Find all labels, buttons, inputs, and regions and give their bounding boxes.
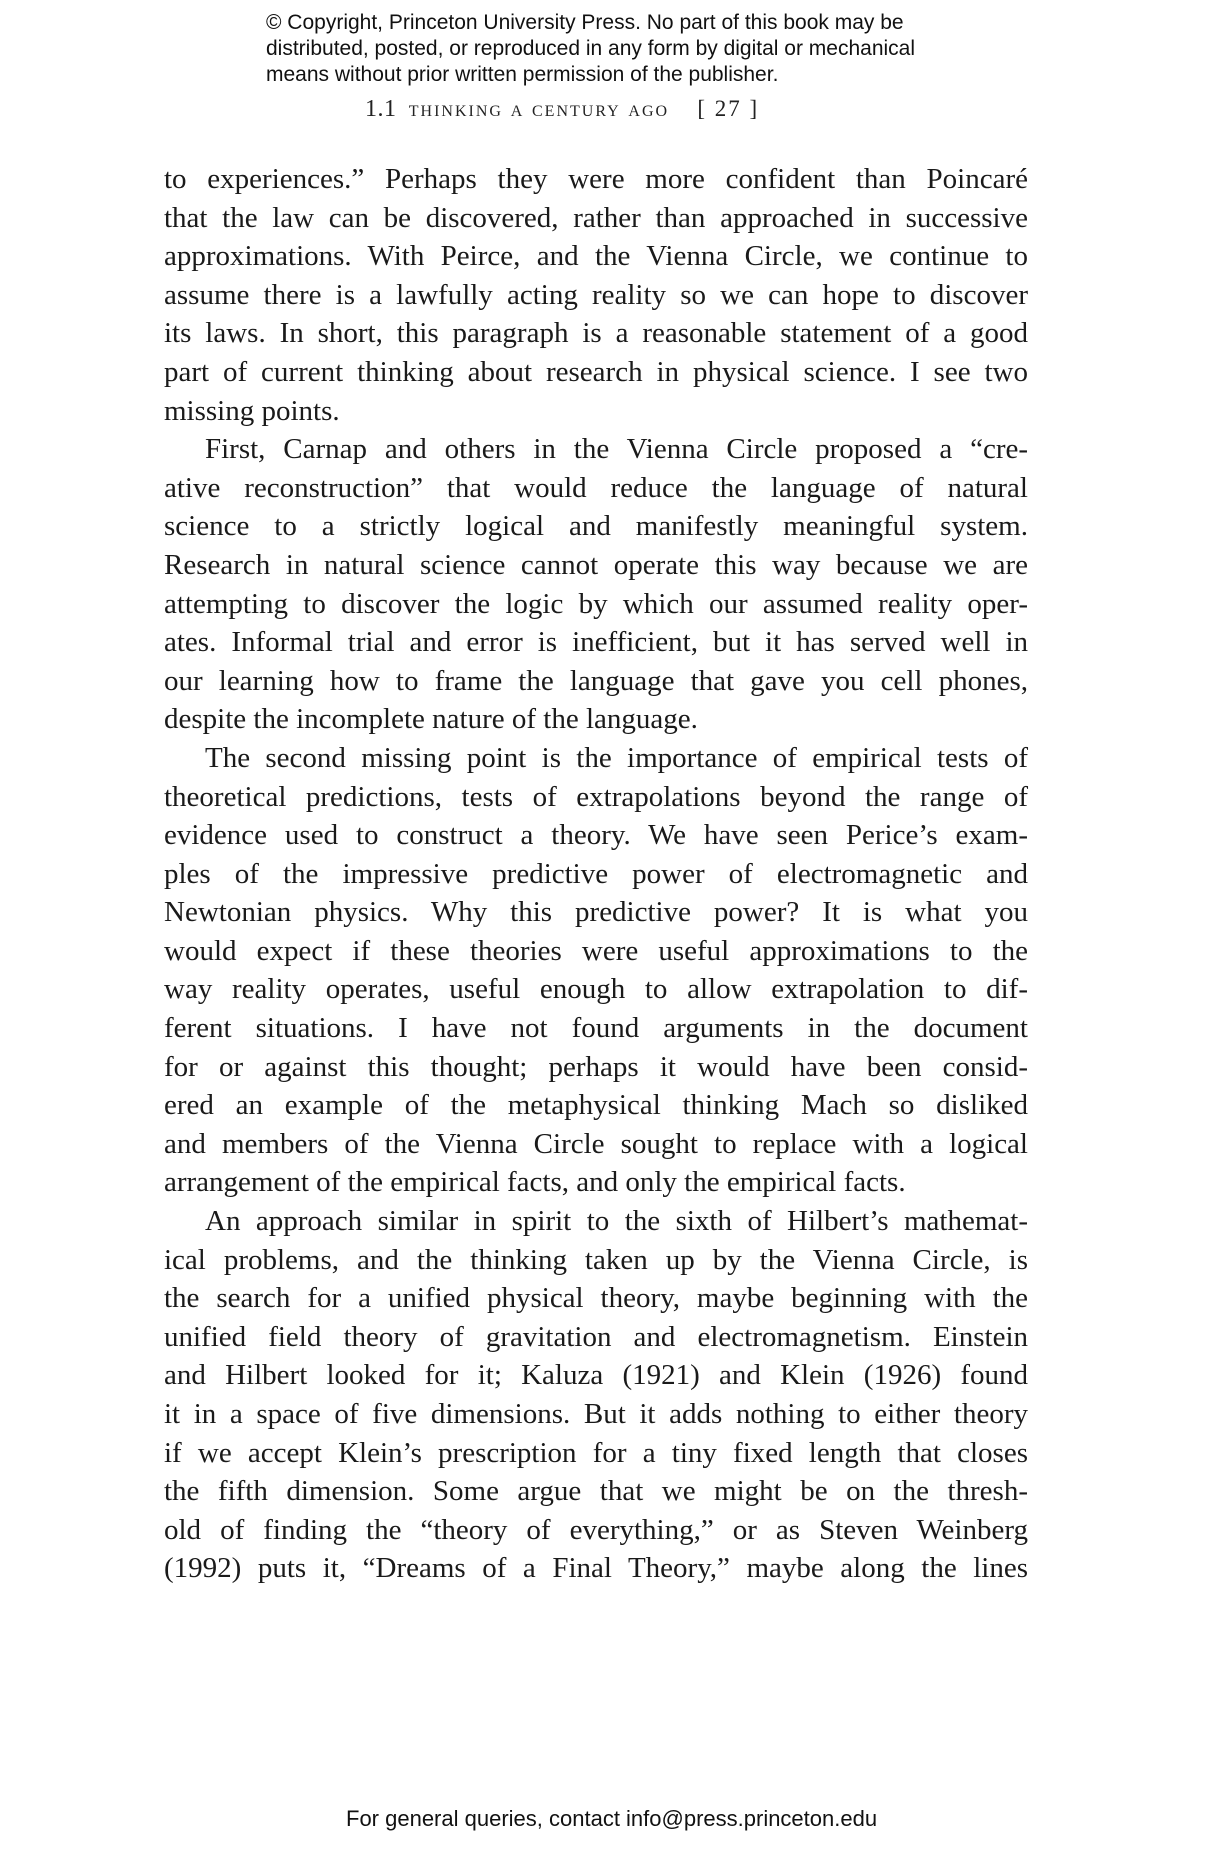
text-line: and members of the Vienna Circle sought to replace with a logical [164, 1127, 1028, 1160]
section-title: thinking a century ago [408, 96, 670, 121]
text-line: An approach similar in spirit to the sixth of Hilbert’s mathemat- [205, 1205, 1028, 1238]
text-line: assume there is a lawfully acting reality so we can hope to discover [164, 278, 1028, 311]
paragraph [164, 430, 1028, 739]
paragraph [164, 160, 1028, 430]
text-line: its laws. In short, this paragraph is a reasonable statement of a good [164, 317, 1028, 350]
text-line: it in a space of five dimensions. But it adds nothing to either theory [164, 1398, 1028, 1430]
text-line: attempting to discover the logic by which our assumed reality oper- [164, 587, 1028, 620]
text-line: The second missing point is the importance of empirical tests of [205, 741, 1028, 774]
text-line: part of current thinking about research in physical science. I see two [164, 355, 1028, 388]
text-line: for or against this thought; perhaps it would have been consid- [164, 1050, 1028, 1083]
text-line: way reality operates, useful enough to allow extrapolation to dif- [164, 973, 1028, 1006]
text-line: First, Carnap and others in the Vienna Circle proposed a “cre- [205, 433, 1028, 466]
body-text [164, 160, 1028, 1588]
text-line: Newtonian physics. Why this predictive power? It is what you [164, 896, 1028, 929]
paragraph [164, 739, 1028, 1202]
text-line: theoretical predictions, tests of extrapolations beyond the range of [164, 780, 1028, 813]
section-number: 1.1 [365, 96, 397, 122]
text-line: despite the incomplete nature of the language. [164, 703, 698, 736]
text-line: the fifth dimension. Some argue that we might be on the thresh- [164, 1475, 1028, 1508]
text-line: ples of the impressive predictive power of electromagnetic and [164, 857, 1028, 890]
text-line: evidence used to construct a theory. We have seen Perice’s exam- [164, 819, 1028, 852]
text-line: our learning how to frame the language that gave you cell phones, [164, 664, 1028, 697]
text-line: if we accept Klein’s prescription for a tiny fixed length that closes [164, 1436, 1028, 1469]
text-line: ative reconstruction” that would reduce the language of natural [164, 471, 1028, 504]
page-number: [ 27 ] [697, 96, 760, 121]
text-line: the search for a unified physical theory, maybe beginning with the [164, 1282, 1028, 1315]
text-line: Research in natural science cannot operate this way because we are [164, 548, 1028, 581]
copyright-notice [266, 10, 1026, 88]
text-line: (1992) puts it, “Dreams of a Final Theory,” maybe along the lines [164, 1552, 1028, 1585]
text-line: ered an example of the metaphysical thinking Mach so disliked [164, 1089, 1028, 1122]
paragraph [164, 1202, 1028, 1588]
text-line: science to a strictly logical and manifestly meaningful system. [164, 510, 1028, 543]
text-line: ical problems, and the thinking taken up by the Vienna Circle, is [164, 1243, 1028, 1276]
text-line: and Hilbert looked for it; Kaluza (1921) and Klein (1926) found [164, 1359, 1028, 1392]
footer-contact: For general queries, contact info@press.princeton.edu [346, 1806, 878, 1831]
text-line: missing points. [164, 394, 340, 427]
copyright-line: means without prior written permission of the publisher. [266, 63, 779, 86]
text-line: arrangement of the empirical facts, and only the empirical facts. [164, 1166, 906, 1199]
text-line: would expect if these theories were useful approximations to the [164, 934, 1028, 967]
text-line: old of finding the “theory of everything,” or as Steven Weinberg [164, 1513, 1028, 1546]
text-line: to experiences.” Perhaps they were more confident than Poincaré [164, 163, 1028, 195]
copyright-line: © Copyright, Princeton University Press. No part of this book may be [266, 11, 904, 34]
running-head [365, 96, 759, 123]
text-line: approximations. With Peirce, and the Vienna Circle, we continue to [164, 240, 1028, 273]
text-line: ferent situations. I have not found arguments in the document [164, 1012, 1028, 1045]
text-line: ates. Informal trial and error is inefficient, but it has served well in [164, 626, 1028, 659]
copyright-line: distributed, posted, or reproduced in any form by digital or mechanical [266, 37, 916, 60]
text-line: unified field theory of gravitation and electromagnetism. Einstein [164, 1320, 1028, 1353]
text-line: that the law can be discovered, rather than approached in successive [164, 201, 1028, 234]
